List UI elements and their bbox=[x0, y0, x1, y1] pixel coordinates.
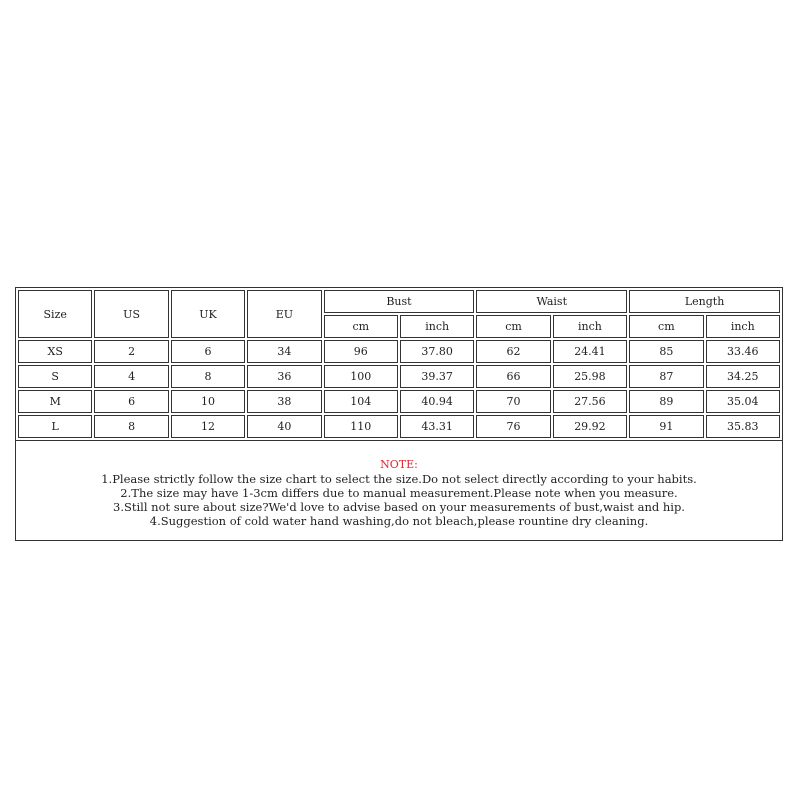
header-row bbox=[18, 290, 780, 313]
table-cell: 110 bbox=[324, 415, 398, 438]
table-cell: XS bbox=[18, 340, 92, 363]
table-cell: 87 bbox=[629, 365, 703, 388]
table-cell: 6 bbox=[171, 340, 245, 363]
table-cell: L bbox=[18, 415, 92, 438]
table-cell: 70 bbox=[476, 390, 550, 413]
table-cell: 43.31 bbox=[400, 415, 474, 438]
table-cell: 96 bbox=[324, 340, 398, 363]
header-uk: UK bbox=[171, 290, 245, 338]
table-cell: S bbox=[18, 365, 92, 388]
table-cell: 2 bbox=[94, 340, 168, 363]
header-bust: Bust bbox=[324, 290, 475, 313]
table-cell: 35.04 bbox=[706, 390, 780, 413]
table-cell: 25.98 bbox=[553, 365, 627, 388]
table-cell: 91 bbox=[629, 415, 703, 438]
table-cell: 66 bbox=[476, 365, 550, 388]
table-cell: 12 bbox=[171, 415, 245, 438]
unit-length-inch: inch bbox=[706, 315, 780, 338]
header-size: Size bbox=[18, 290, 92, 338]
unit-waist-cm: cm bbox=[476, 315, 550, 338]
note-line: 4.Suggestion of cold water hand washing,do not bleach,please rountine dry cleaning. bbox=[149, 514, 649, 528]
unit-length-cm: cm bbox=[629, 315, 703, 338]
table-cell: 8 bbox=[94, 415, 168, 438]
table-cell: 100 bbox=[324, 365, 398, 388]
note-title: NOTE: bbox=[380, 458, 418, 471]
table-cell: 8 bbox=[171, 365, 245, 388]
table-cell: 40.94 bbox=[400, 390, 474, 413]
table-cell: 38 bbox=[247, 390, 321, 413]
unit-waist-inch: inch bbox=[553, 315, 627, 338]
table-cell: 10 bbox=[171, 390, 245, 413]
table-cell: 85 bbox=[629, 340, 703, 363]
table-cell: 36 bbox=[247, 365, 321, 388]
table-cell: 62 bbox=[476, 340, 550, 363]
size-table bbox=[15, 287, 783, 441]
note-line: 2.The size may have 1-3cm differs due to manual measurement.Please note when you measure. bbox=[120, 486, 678, 500]
table-row bbox=[18, 390, 780, 413]
note-line: 3.Still not sure about size?We'd love to advise based on your measurements of bust,waist and hip. bbox=[113, 500, 685, 514]
table-cell: 40 bbox=[247, 415, 321, 438]
header-eu: EU bbox=[247, 290, 321, 338]
unit-bust-inch: inch bbox=[400, 315, 474, 338]
header-us: US bbox=[94, 290, 168, 338]
table-cell: 33.46 bbox=[706, 340, 780, 363]
table-cell: 35.83 bbox=[706, 415, 780, 438]
table-cell: 27.56 bbox=[553, 390, 627, 413]
note-line: 1.Please strictly follow the size chart to select the size.Do not select directly according to your habits. bbox=[101, 472, 697, 486]
unit-bust-cm: cm bbox=[324, 315, 398, 338]
table-cell: 34.25 bbox=[706, 365, 780, 388]
table-cell: 104 bbox=[324, 390, 398, 413]
table-cell: 29.92 bbox=[553, 415, 627, 438]
table-cell: 4 bbox=[94, 365, 168, 388]
table-cell: 6 bbox=[94, 390, 168, 413]
table-cell: 89 bbox=[629, 390, 703, 413]
header-waist: Waist bbox=[476, 290, 627, 313]
table-cell: 37.80 bbox=[400, 340, 474, 363]
table-cell: 34 bbox=[247, 340, 321, 363]
table-cell: 39.37 bbox=[400, 365, 474, 388]
table-cell: 24.41 bbox=[553, 340, 627, 363]
header-length: Length bbox=[629, 290, 780, 313]
table-cell: 76 bbox=[476, 415, 550, 438]
size-chart bbox=[15, 287, 783, 541]
table-row bbox=[18, 365, 780, 388]
table-row bbox=[18, 415, 780, 438]
table-row bbox=[18, 340, 780, 363]
note-box bbox=[15, 441, 783, 541]
table-cell: M bbox=[18, 390, 92, 413]
